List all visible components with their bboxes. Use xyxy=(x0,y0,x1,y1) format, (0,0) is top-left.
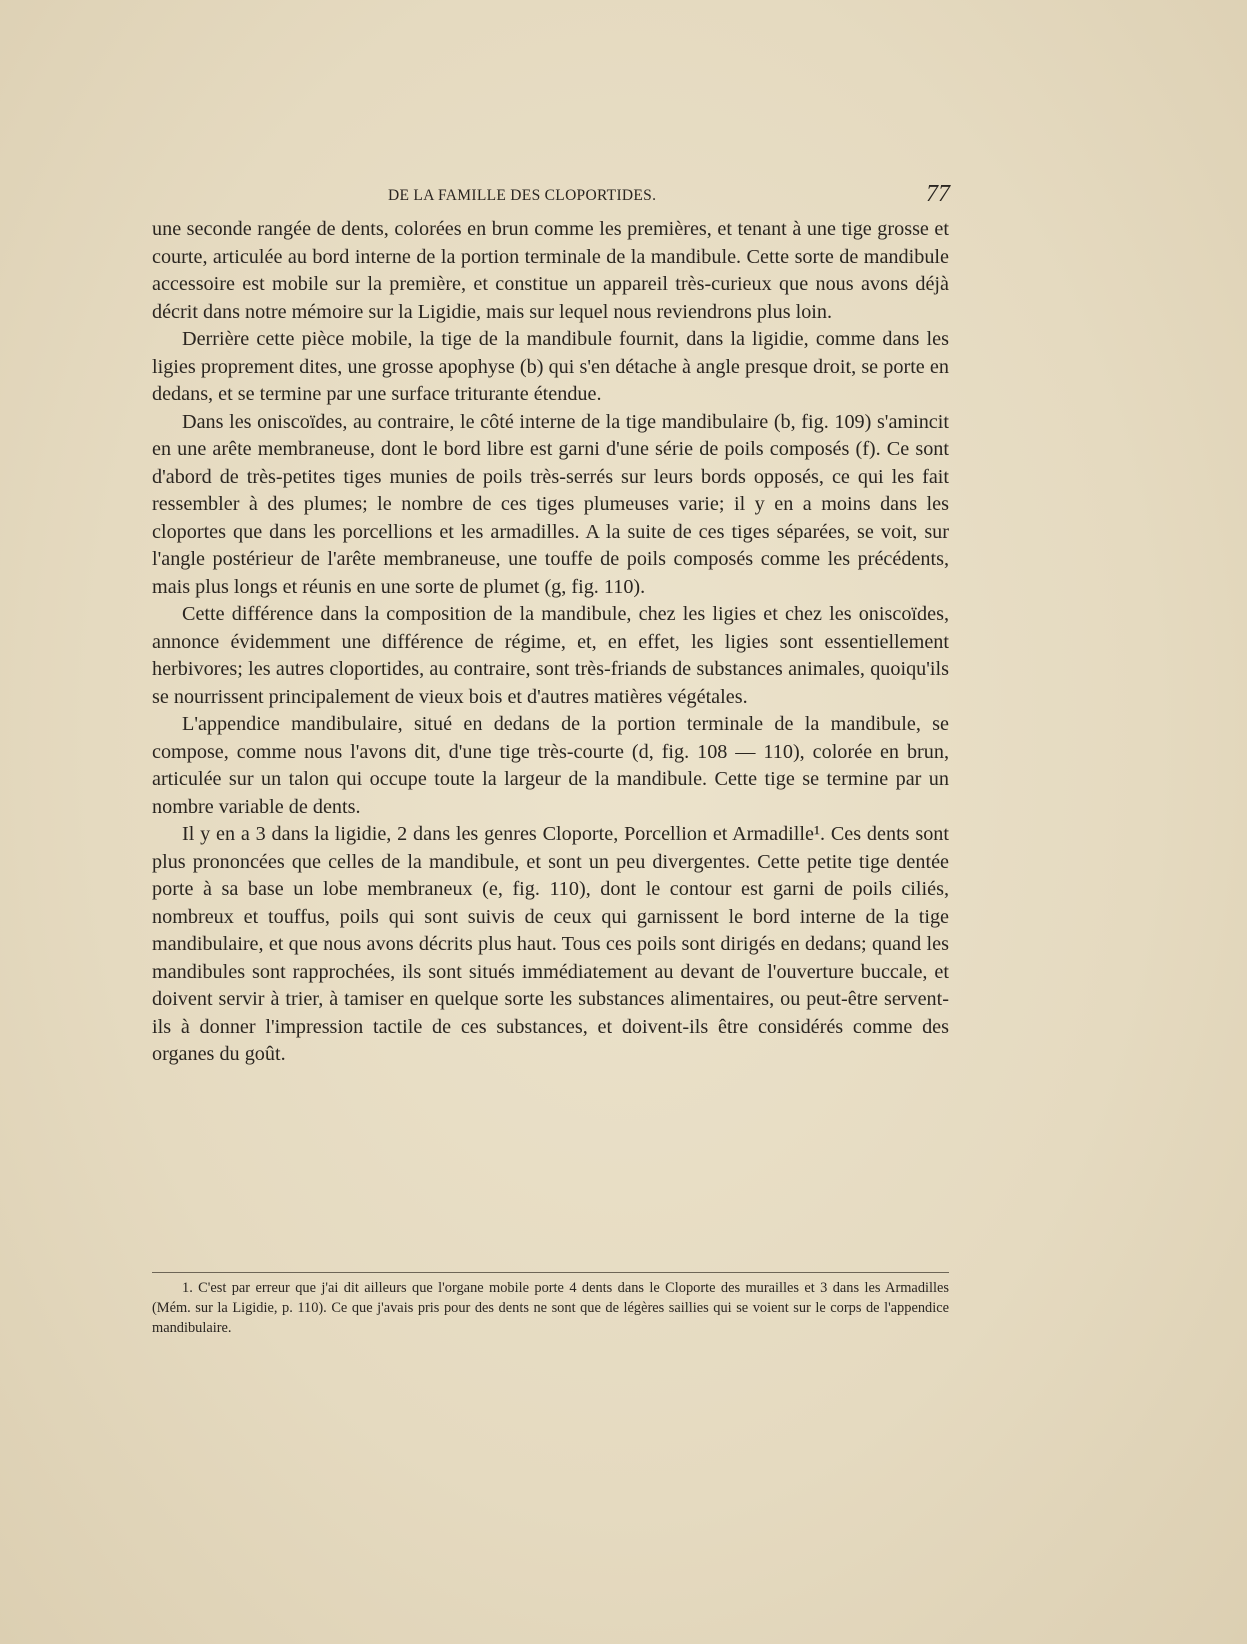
paragraph: Derrière cette pièce mobile, la tige de la mandibule fournit, dans la ligidie, comme dans les ligies proprement dites, une grosse apophyse (b) qui s'en détache à angle presque droit, se porte en dedans, et se termine par une surface triturante étendue. xyxy=(152,328,949,405)
body-text xyxy=(152,216,949,1069)
paragraph: Cette différence dans la composition de la mandibule, chez les ligies et chez les oniscoïdes, annonce évidemment une différence de régime, et, en effet, les ligies sont essentiellement herbivores; les autres cloportides, au contraire, sont très-friands de substances animales, quoiqu'ils se nourrissent principalement de vieux bois et d'autres matières végétales. xyxy=(152,603,949,708)
running-title: DE LA FAMILLE DES CLOPORTIDES. xyxy=(388,187,657,204)
footnote-divider xyxy=(152,1272,949,1273)
paragraph: une seconde rangée de dents, colorées en brun comme les premières, et tenant à une tige grosse et courte, articulée au bord interne de la portion terminale de la mandibule. Cette sorte de mandibule accessoire est mobile sur la première, et constitue un appareil très-curieux que nous avons déjà décrit dans notre mémoire sur la Ligidie, mais sur lequel nous reviendrons plus loin. xyxy=(152,218,949,323)
footnote xyxy=(152,1278,949,1338)
footnote-text: 1. C'est par erreur que j'ai dit ailleurs que l'organe mobile porte 4 dents dans le Cloporte des murailles et 3 dans les Armadilles (Mém. sur la Ligidie, p. 110). Ce que j'avais pris pour des dents ne sont que de légères saillies qui se voient sur le corps de l'appendice mandibulaire. xyxy=(152,1280,949,1336)
paragraph: Dans les oniscoïdes, au contraire, le côté interne de la tige mandibulaire (b, fig. 109) s'amincit en une arête membraneuse, dont le bord libre est garni d'une série de poils composés (f). Ce sont d'abord de très-petites tiges munies de poils très-serrés sur leurs bords opposés, ce qui les fait ressembler à des plumes; le nombre de ces tiges plumeuses varie; il y en a moins dans les cloportes que dans les porcellions et les armadilles. A la suite de ces tiges séparées, se voit, sur l'angle postérieur de l'arête membraneuse, une touffe de poils composés comme les précédents, mais plus longs et réunis en une sorte de plumet (g, fig. 110). xyxy=(152,410,949,598)
paragraph: L'appendice mandibulaire, situé en dedans de la portion terminale de la mandibule, se compose, comme nous l'avons dit, d'une tige très-courte (d, fig. 108 — 110), colorée en brun, articulée sur un talon qui occupe toute la largeur de la mandibule. Cette tige se termine par un nombre variable de dents. xyxy=(152,713,949,818)
paragraph: Il y en a 3 dans la ligidie, 2 dans les genres Cloporte, Porcellion et Armadille¹. Ces dents sont plus prononcées que celles de la mandibule, et sont un peu divergentes. Cette petite tige dentée porte à sa base un lobe membraneux (e, fig. 110), dont le contour est garni de poils ciliés, nombreux et touffus, poils qui sont suivis de ceux qui garnissent le bord interne de la tige mandibulaire, et que nous avons décrits plus haut. Tous ces poils sont dirigés en dedans; quand les mandibules sont rapprochées, ils sont situés immédiatement au devant de l'ouverture buccale, et doivent servir à trier, à tamiser en quelque sorte les substances alimentaires, ou peut-être servent-ils à donner l'impression tactile de ces substances, et doivent-ils être considérés comme des organes du goût. xyxy=(152,823,949,1065)
page-header xyxy=(150,183,950,213)
page-number: 77 xyxy=(926,181,950,207)
